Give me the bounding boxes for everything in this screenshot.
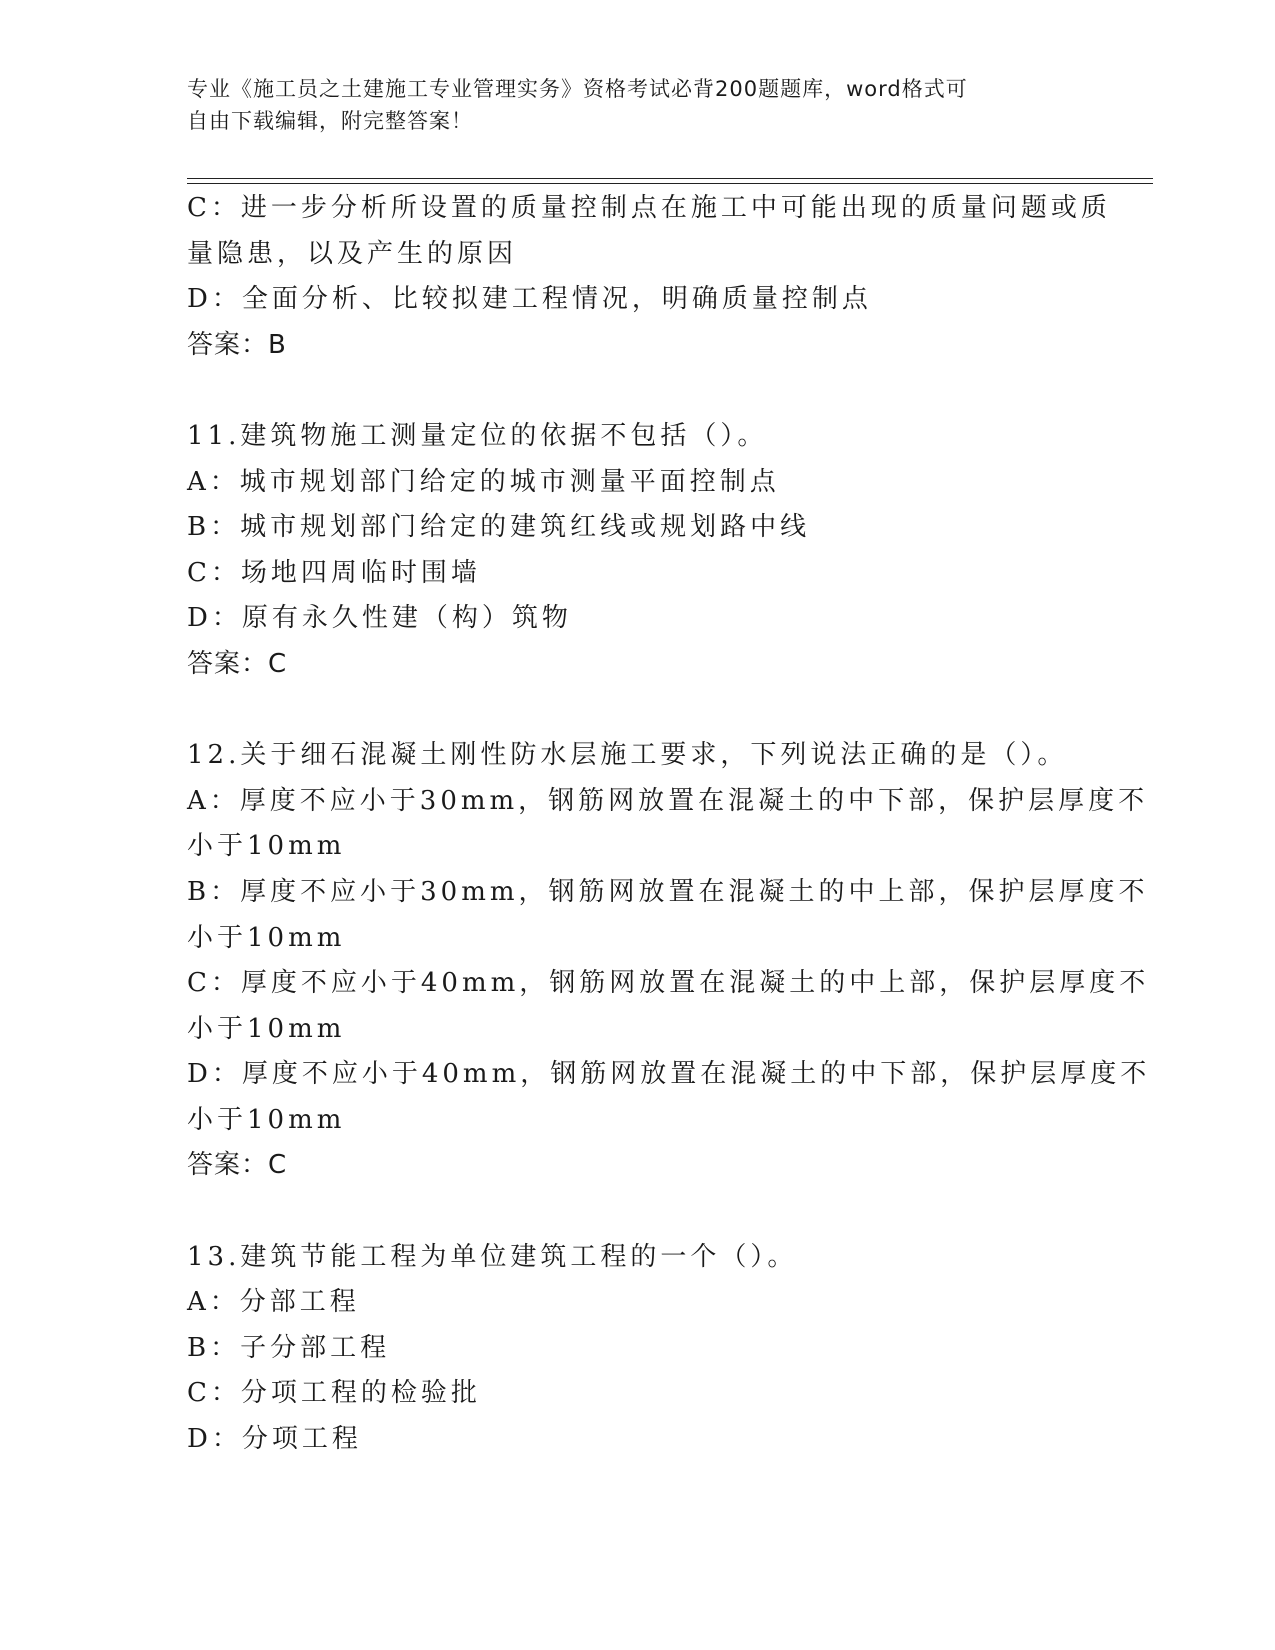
option-d: D：原有永久性建（构）筑物 <box>187 603 572 634</box>
answer: 答案：B <box>187 329 287 360</box>
option-c-line-2: 量隐患，以及产生的原因 <box>187 238 518 269</box>
option-d-line-2: 小于10mm <box>187 1104 346 1135</box>
option-c: C：场地四周临时围墙 <box>187 557 481 588</box>
option-b: B：子分部工程 <box>187 1332 391 1363</box>
option-c-line-1: C：进一步分析所设置的质量控制点在施工中可能出现的质量问题或质 <box>187 193 1111 223</box>
option-d: D：分项工程 <box>187 1424 362 1455</box>
header-line-2: 自由下载编辑，附完整答案！ <box>187 109 473 133</box>
option-d-line-1: D：厚度不应小于40mm，钢筋网放置在混凝土的中下部，保护层厚度不 <box>187 1059 1151 1090</box>
option-c: C：分项工程的检验批 <box>187 1378 481 1409</box>
answer: 答案：C <box>187 648 288 679</box>
question-text: 13.建筑节能工程为单位建筑工程的一个（）。 <box>187 1241 798 1272</box>
question-text: 12.关于细石混凝土刚性防水层施工要求，下列说法正确的是（）。 <box>187 740 1068 771</box>
question-text: 11.建筑物施工测量定位的依据不包括（）。 <box>187 420 768 451</box>
spacer <box>187 688 1087 734</box>
option-b-line-2: 小于10mm <box>187 922 346 953</box>
header-line-1: 专业《施工员之土建施工专业管理实务》资格考试必背200题题库，word格式可 <box>187 77 968 101</box>
option-d: D：全面分析、比较拟建工程情况，明确质量控制点 <box>187 284 872 315</box>
spacer <box>187 368 1087 414</box>
option-a: A：城市规划部门给定的城市测量平面控制点 <box>187 466 780 497</box>
option-a: A：分部工程 <box>187 1287 360 1318</box>
option-c-line-2: 小于10mm <box>187 1013 346 1044</box>
document-header <box>187 73 1087 137</box>
option-b-line-1: B：厚度不应小于30mm，钢筋网放置在混凝土的中上部，保护层厚度不 <box>187 876 1149 907</box>
question-10-continued <box>187 186 1111 368</box>
header-rule-bottom <box>187 183 1153 184</box>
question-12 <box>187 733 1151 1189</box>
option-b: B：城市规划部门给定的建筑红线或规划路中线 <box>187 512 811 543</box>
spacer <box>187 1189 1087 1235</box>
option-a-line-2: 小于10mm <box>187 831 346 862</box>
question-13 <box>187 1235 1087 1463</box>
option-c-line-1: C：厚度不应小于40mm，钢筋网放置在混凝土的中上部，保护层厚度不 <box>187 968 1150 999</box>
header-rule-top <box>187 178 1153 179</box>
answer: 答案：C <box>187 1150 288 1181</box>
option-a-line-1: A：厚度不应小于30mm，钢筋网放置在混凝土的中下部，保护层厚度不 <box>187 785 1149 816</box>
question-content <box>187 186 1151 1463</box>
question-11 <box>187 414 1087 688</box>
